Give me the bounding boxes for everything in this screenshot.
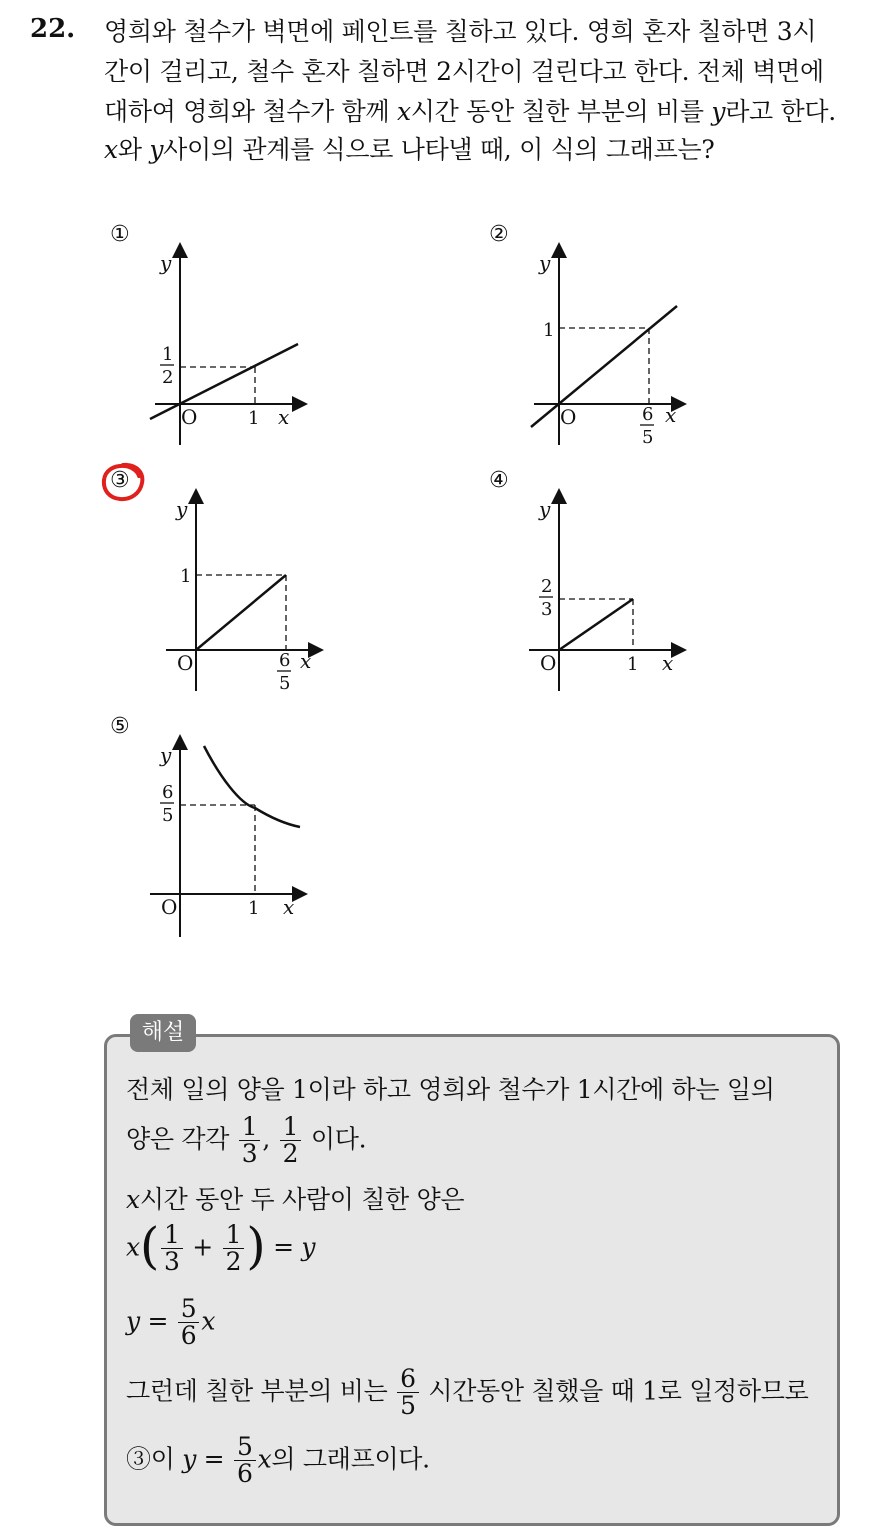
origin-label: O <box>181 405 198 429</box>
denominator: 3 <box>164 1247 180 1277</box>
x-axis-label: x <box>662 651 674 675</box>
text-span: 와 <box>117 135 150 164</box>
math-var: x <box>201 1306 216 1336</box>
text-span: 대하여 영희와 철수가 함께 <box>104 97 397 126</box>
graph-line <box>559 599 633 650</box>
question-line-4 <box>104 130 714 166</box>
equals-sign: = <box>273 1232 302 1262</box>
y-axis-label: y <box>176 497 188 521</box>
y-tick-label: 1 <box>543 320 555 341</box>
text-span: 의 그래프이다. <box>271 1444 430 1474</box>
solution-line-6 <box>126 1366 808 1420</box>
solution-line-1: 전체 일의 양을 1이라 하고 영희와 철수가 1시간에 하는 일의 <box>126 1075 775 1104</box>
fraction <box>223 1222 245 1276</box>
question-line-3 <box>104 92 836 128</box>
solution-line-5 <box>126 1296 215 1350</box>
x-tick-label: 1 <box>248 408 260 429</box>
question-line-2: 간이 걸리고, 철수 혼자 칠하면 2시간이 걸린다고 한다. 전체 벽면에 <box>104 57 824 86</box>
option-1-label[interactable]: ① <box>110 222 130 247</box>
right-paren: ) <box>246 1216 266 1275</box>
question-number: 22. <box>30 14 76 44</box>
fraction <box>234 1434 256 1488</box>
math-var: x <box>126 1185 140 1214</box>
y-tick-label: 1 <box>180 566 192 587</box>
option-5-label[interactable]: ⑤ <box>110 714 130 739</box>
option-1-graph <box>140 240 310 455</box>
x-tick-numerator: 6 <box>642 404 654 425</box>
solution-tag: 해설 <box>130 1014 196 1052</box>
text-span: 사이의 관계를 식으로 나타낼 때, 이 식의 그래프는? <box>163 135 715 164</box>
equals-sign: = <box>196 1444 232 1474</box>
text-span: ③이 <box>126 1444 183 1474</box>
origin-label: O <box>560 405 577 429</box>
option-3-graph <box>156 486 326 701</box>
x-tick-label: 1 <box>248 898 260 919</box>
y-tick-denominator: 3 <box>541 599 553 620</box>
text-span: 그런데 칠한 부분의 비는 <box>126 1376 396 1406</box>
text-span: 시간동안 칠했을 때 1로 일정하므로 <box>420 1376 809 1406</box>
option-3-label[interactable]: ③ <box>110 468 130 493</box>
denominator: 6 <box>180 1321 197 1351</box>
denominator: 6 <box>236 1459 253 1489</box>
solution-line-3 <box>126 1180 464 1216</box>
origin-label: O <box>177 651 194 675</box>
solution-line-7 <box>126 1434 430 1488</box>
comma: , <box>262 1124 270 1154</box>
x-tick-label: 1 <box>627 654 639 675</box>
math-var: x <box>126 1232 140 1262</box>
math-var: x <box>104 135 118 164</box>
solution-line-4 <box>126 1216 316 1277</box>
red-circle-stroke <box>104 465 142 499</box>
numerator: 5 <box>234 1434 256 1461</box>
solution-line-2 <box>126 1114 366 1168</box>
x-axis-label: x <box>665 403 677 427</box>
denominator: 3 <box>241 1139 258 1169</box>
numerator: 1 <box>161 1222 183 1249</box>
text-span: 시간 동안 칠한 부분의 비를 <box>410 97 712 126</box>
numerator: 1 <box>280 1114 302 1141</box>
origin-label: O <box>161 895 178 919</box>
question-line-1: 영희와 철수가 벽면에 페인트를 칠하고 있다. 영희 혼자 칠하면 3시 <box>104 17 817 46</box>
graph-line <box>196 575 286 650</box>
equals-sign: = <box>139 1306 176 1336</box>
x-tick-denominator: 5 <box>279 673 291 694</box>
fraction <box>161 1222 183 1276</box>
x-tick-denominator: 5 <box>642 427 654 448</box>
fraction <box>397 1366 419 1420</box>
y-axis-label: y <box>160 251 172 275</box>
answer-mark-circle <box>100 461 146 503</box>
option-4-graph <box>519 486 689 701</box>
plus-sign: + <box>192 1232 213 1262</box>
y-axis-label: y <box>539 251 551 275</box>
numerator: 5 <box>178 1296 200 1323</box>
y-tick-numerator: 1 <box>162 344 174 365</box>
fraction <box>178 1296 200 1350</box>
option-4-label[interactable]: ④ <box>489 468 509 493</box>
option-2-label[interactable]: ② <box>489 222 509 247</box>
math-var: y <box>182 1444 197 1474</box>
origin-label: O <box>540 651 557 675</box>
math-var: y <box>126 1306 140 1336</box>
math-var: x <box>396 97 411 126</box>
y-tick-denominator: 2 <box>162 367 174 388</box>
y-tick-numerator: 6 <box>162 782 174 803</box>
text-span: 시간 동안 두 사람이 칠한 양은 <box>139 1185 465 1214</box>
math-var: y <box>301 1232 316 1262</box>
x-axis-label: x <box>278 405 290 429</box>
fraction <box>239 1114 261 1168</box>
numerator: 1 <box>223 1222 245 1249</box>
denominator: 5 <box>400 1391 416 1421</box>
x-axis-label: x <box>283 895 295 919</box>
numerator: 1 <box>239 1114 261 1141</box>
text-span: 라고 한다. <box>725 97 836 126</box>
math-var: y <box>149 135 164 164</box>
left-paren: ( <box>139 1216 160 1275</box>
y-axis-label: y <box>539 497 551 521</box>
numerator: 6 <box>397 1366 419 1393</box>
denominator: 2 <box>282 1139 299 1169</box>
math-var: y <box>711 97 726 126</box>
option-5-graph <box>140 732 310 947</box>
y-axis-label: y <box>160 743 172 767</box>
denominator: 2 <box>225 1247 242 1277</box>
math-var: x <box>257 1444 272 1474</box>
text-span: 이다. <box>303 1124 367 1154</box>
y-tick-denominator: 5 <box>162 805 174 826</box>
option-2-graph <box>519 240 689 455</box>
graph-curve <box>204 746 300 827</box>
x-tick-numerator: 6 <box>279 650 291 671</box>
fraction <box>280 1114 302 1168</box>
text-span: 양은 각각 <box>126 1124 237 1154</box>
x-axis-label: x <box>300 649 312 673</box>
y-tick-numerator: 2 <box>541 576 553 597</box>
